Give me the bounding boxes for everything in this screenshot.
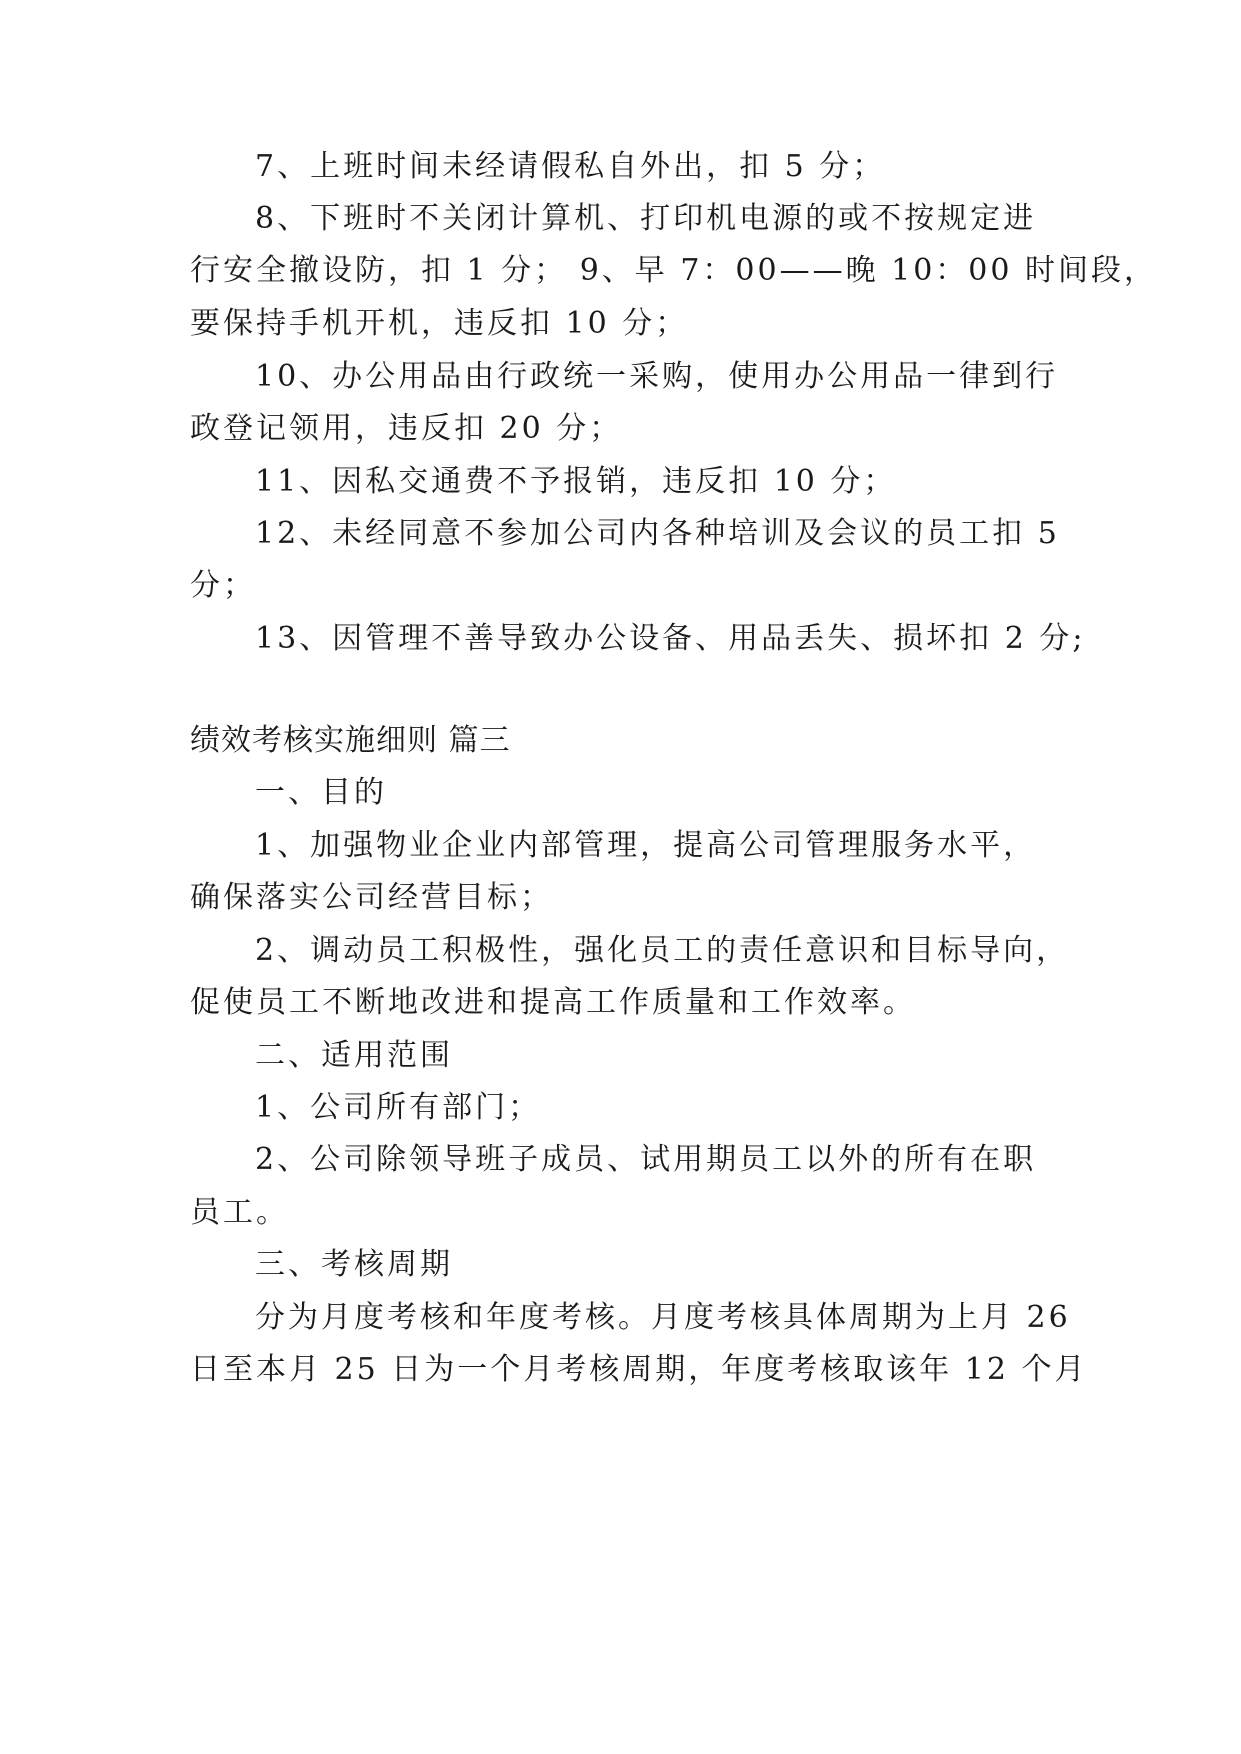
heading-scope: 二、适用范围: [255, 1038, 453, 1073]
purpose-item-1-line2: 确保落实公司经营目标；: [190, 880, 553, 915]
cycle-paragraph-line1: 分为月度考核和年度考核。月度考核具体周期为上月 26: [255, 1300, 1071, 1335]
rule-item-11: 11、因私交通费不予报销，违反扣 10 分；: [255, 464, 897, 499]
scope-item-2-line2: 员工。: [190, 1195, 289, 1230]
rule-item-10-line1: 10、办公用品由行政统一采购，使用办公用品一律到行: [255, 359, 1059, 394]
section-title: 绩效考核实施细则 篇三: [190, 723, 511, 758]
rule-item-10-line2: 政登记领用，违反扣 20 分；: [190, 411, 623, 446]
rule-item-9-line2: 要保持手机开机，违反扣 10 分；: [190, 306, 689, 341]
scope-item-2-line1: 2、公司除领导班子成员、试用期员工以外的所有在职: [255, 1142, 1037, 1177]
heading-cycle: 三、考核周期: [255, 1247, 453, 1282]
rule-item-8-line1: 8、下班时不关闭计算机、打印机电源的或不按规定进: [255, 201, 1037, 236]
heading-purpose: 一、目的: [255, 775, 387, 810]
rule-item-7: 7、上班时间未经请假私自外出，扣 5 分；: [255, 149, 886, 184]
rule-item-12-line1: 12、未经同意不参加公司内各种培训及会议的员工扣 5: [255, 516, 1060, 551]
purpose-item-2-line1: 2、调动员工积极性，强化员工的责任意识和目标导向，: [255, 933, 1070, 968]
rule-item-8-9-line2: 行安全撤设防，扣 1 分； 9、早 7：00——晚 10：00 时间段，: [190, 253, 1157, 288]
purpose-item-2-line2: 促使员工不断地改进和提高工作质量和工作效率。: [190, 985, 916, 1020]
cycle-paragraph-line2: 日至本月 25 日为一个月考核周期，年度考核取该年 12 个月: [190, 1352, 1088, 1387]
rule-item-13: 13、因管理不善导致办公设备、用品丢失、损坏扣 2 分;: [255, 621, 1086, 656]
purpose-item-1-line1: 1、加强物业企业内部管理，提高公司管理服务水平，: [255, 828, 1037, 863]
scope-item-1: 1、公司所有部门；: [255, 1090, 542, 1125]
rule-item-12-line2: 分；: [190, 568, 256, 603]
